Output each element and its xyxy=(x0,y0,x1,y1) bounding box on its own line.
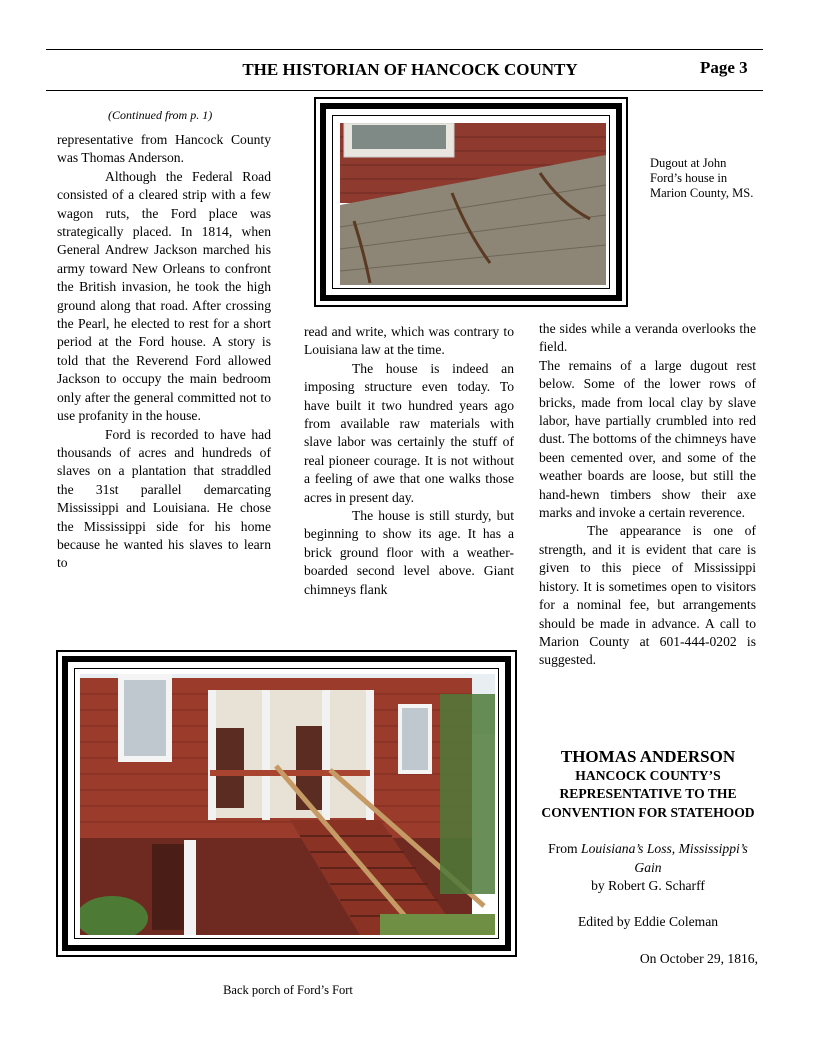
header-bottom-rule xyxy=(46,90,763,91)
porch-door-left xyxy=(214,728,244,808)
article-opening-line: On October 29, 1816, xyxy=(639,950,758,966)
tree-foliage xyxy=(440,694,495,894)
column2-paragraph-3: The house is still sturdy, but beginning to show its age. It has a brick ground floor with a weather-boarded second level above. Giant chimneys flank xyxy=(304,508,514,597)
article-source xyxy=(538,840,758,877)
column3-paragraph-2: The remains of a large dugout rest below. Some of the lower rows of bricks, made from local clay by slave labor, have partially crumbled into red dust. The bottoms of the chimneys have been cemented over, and some of the weather boards are loose, but still the hand-hewn timbers show their axe marks and invoke a certain reverence. xyxy=(539,357,756,521)
article-column-2 xyxy=(304,323,514,599)
book-title: Louisiana’s Loss, Mississippi’s Gain xyxy=(581,841,748,875)
window-pane xyxy=(352,125,446,149)
column3-paragraph-3: The appearance is one of strength, and it is evident that care is given to this piece of Mississippi history. It is sometimes open to visitors for a nominal fee, but arrangements should be made in advance. A call to Marion County at 601-444-0202 is suggested. xyxy=(539,523,756,668)
porch-post-3 xyxy=(322,690,330,820)
article-byline: by Robert G. Scharff xyxy=(591,878,705,894)
porch-photo xyxy=(80,674,495,935)
column2-paragraph-2: The house is indeed an imposing structure even today. To have built it two hundred years ago from available raw materials with slave labor was certainly the stuff of real pioneer courage. It is not without a feeling of awe that one walks those acres in present day. xyxy=(304,360,514,505)
porch-post-1 xyxy=(208,690,216,820)
article-column-1 xyxy=(57,131,271,573)
article-header xyxy=(538,747,758,968)
column2-paragraph-1: read and write, which was contrary to Louisiana law at the time. xyxy=(304,324,514,358)
column1-paragraph-1: representative from Hancock County was Thomas Anderson. xyxy=(57,132,271,166)
dugout-photo-caption: Dugout at John Ford’s house in Marion County, MS. xyxy=(650,156,754,200)
newsletter-title: THE HISTORIAN OF HANCOCK COUNTY xyxy=(242,60,578,79)
right-window-glass xyxy=(402,708,428,770)
continued-note: (Continued from p. 1) xyxy=(108,108,213,122)
ground-floor-door xyxy=(152,844,186,930)
article-column-3 xyxy=(539,320,756,670)
source-prefix: From xyxy=(548,841,578,857)
article-headline: THOMAS ANDERSON xyxy=(560,747,736,766)
column1-paragraph-3: Ford is recorded to have had thousands of acres and hundreds of slaves on a plantation that straddled the 31st parallel demarcating Mississippi and Louisiana. He chose the Mississippi side for his home because he wanted his slaves to learn to xyxy=(57,426,271,571)
porch-railing xyxy=(210,770,370,776)
support-post xyxy=(184,840,196,935)
dugout-photo-frame xyxy=(314,97,628,307)
grass xyxy=(380,914,495,935)
article-editor: Edited by Eddie Coleman xyxy=(577,914,719,930)
article-subhead: HANCOCK COUNTY’S REPRESENTATIVE TO THE CONVENTION FOR STATEHOOD xyxy=(541,768,755,820)
column3-paragraph-1: the sides while a veranda overlooks the field. xyxy=(539,321,756,355)
header-top-rule xyxy=(46,49,763,50)
page-number: Page 3 xyxy=(700,58,748,77)
porch-photo-caption: Back porch of Ford’s Fort xyxy=(223,983,353,997)
porch-photo-frame xyxy=(56,650,517,957)
left-window-glass xyxy=(124,680,166,756)
porch-post-2 xyxy=(262,690,270,820)
dugout-photo xyxy=(340,123,606,285)
column1-paragraph-2: Although the Federal Road consisted of a cleared strip with a few wagon ruts, the Ford place was strategically placed. In 1814, when General Andrew Jackson marched his army toward New Orleans to confront the British invasion, he took the high ground along that road. After crossing the Pearl, he elected to rest for a short period at the Ford house. A story is told that the Reverend Ford allowed Jackson to occupy the main bedroom only after the general committed not to use profanity in the house. xyxy=(57,168,271,424)
